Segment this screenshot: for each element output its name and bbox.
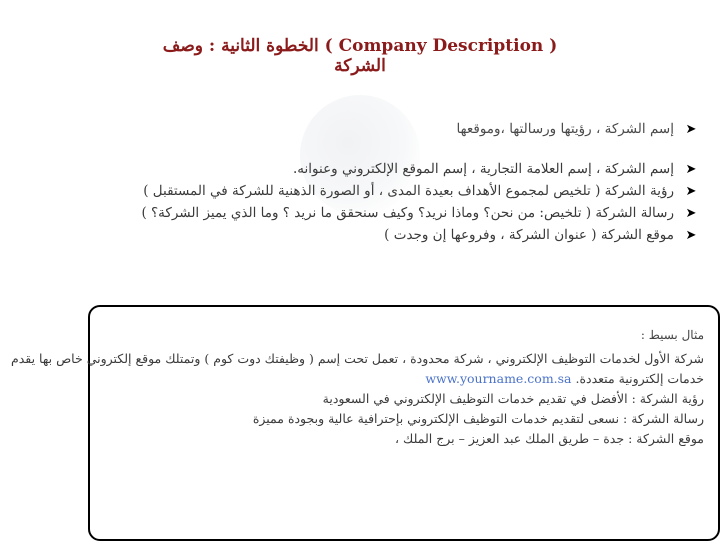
- bullet-item: [80, 158, 700, 180]
- arrowhead-right-icon: ➤: [685, 121, 697, 137]
- bullet-text: موقع الشركة ( عنوان الشركة ، وفروعها إن وجدت ): [384, 227, 674, 243]
- bullet-text: رؤية الشركة ( تلخيص لمجموع الأهداف بعيدة المدى ، أو الصورة الذهنية للشركة في المستقبل ): [143, 183, 674, 199]
- bullet-text: رسالة الشركة ( تلخيص: من نحن؟ وماذا نريد؟ وكيف سنحقق ما نريد ؟ وما الذي يميز الشركة؟ ): [141, 205, 674, 221]
- example-line-company: شركة الأول لخدمات التوظيف الإلكتروني ، شركة محدودة ، تعمل تحت إسم ( وظيفتك دوت كوم ) وتمتلك موقع إلكتروني خاص بها يقدم: [10, 351, 704, 366]
- example-services-text: خدمات إلكترونية متعددة.: [575, 371, 704, 386]
- bullet-text: إسم الشركة ، رؤيتها ورسالتها ،وموقعها: [456, 121, 674, 137]
- bullet-item: [80, 202, 700, 224]
- bullet-list: [80, 118, 700, 246]
- slide-title: ( Company Description ) الخطوة الثانية : وصف الشركة: [162, 36, 558, 76]
- example-line-location: موقع الشركة : جدة – طريق الملك عبد العزيز – برج الملك ،: [395, 431, 704, 446]
- bullet-item: [80, 224, 700, 246]
- bullet-text: إسم الشركة ، إسم العلامة التجارية ، إسم الموقع الإلكتروني وعنوانه.: [293, 161, 674, 177]
- arrowhead-right-icon: ➤: [685, 205, 697, 221]
- example-lines: [10, 325, 704, 449]
- bullet-item: [80, 118, 700, 140]
- example-line-vision: رؤية الشركة : الأفضل في تقديم خدمات التوظيف الإلكتروني في السعودية: [322, 391, 704, 406]
- example-heading: مثال بسيط :: [640, 328, 704, 342]
- arrowhead-right-icon: ➤: [685, 183, 697, 199]
- example-box: [10, 305, 720, 541]
- example-line-mission: رسالة الشركة : نسعى لتقديم خدمات التوظيف الإلكتروني بإحترافية عالية وبجودة مميزة: [252, 411, 704, 426]
- example-line-services: [94, 369, 704, 389]
- arrowhead-right-icon: ➤: [685, 161, 697, 177]
- arrowhead-right-icon: ➤: [685, 227, 697, 243]
- bullet-item: [80, 180, 700, 202]
- website-link[interactable]: www.yourname.com.sa: [425, 371, 572, 386]
